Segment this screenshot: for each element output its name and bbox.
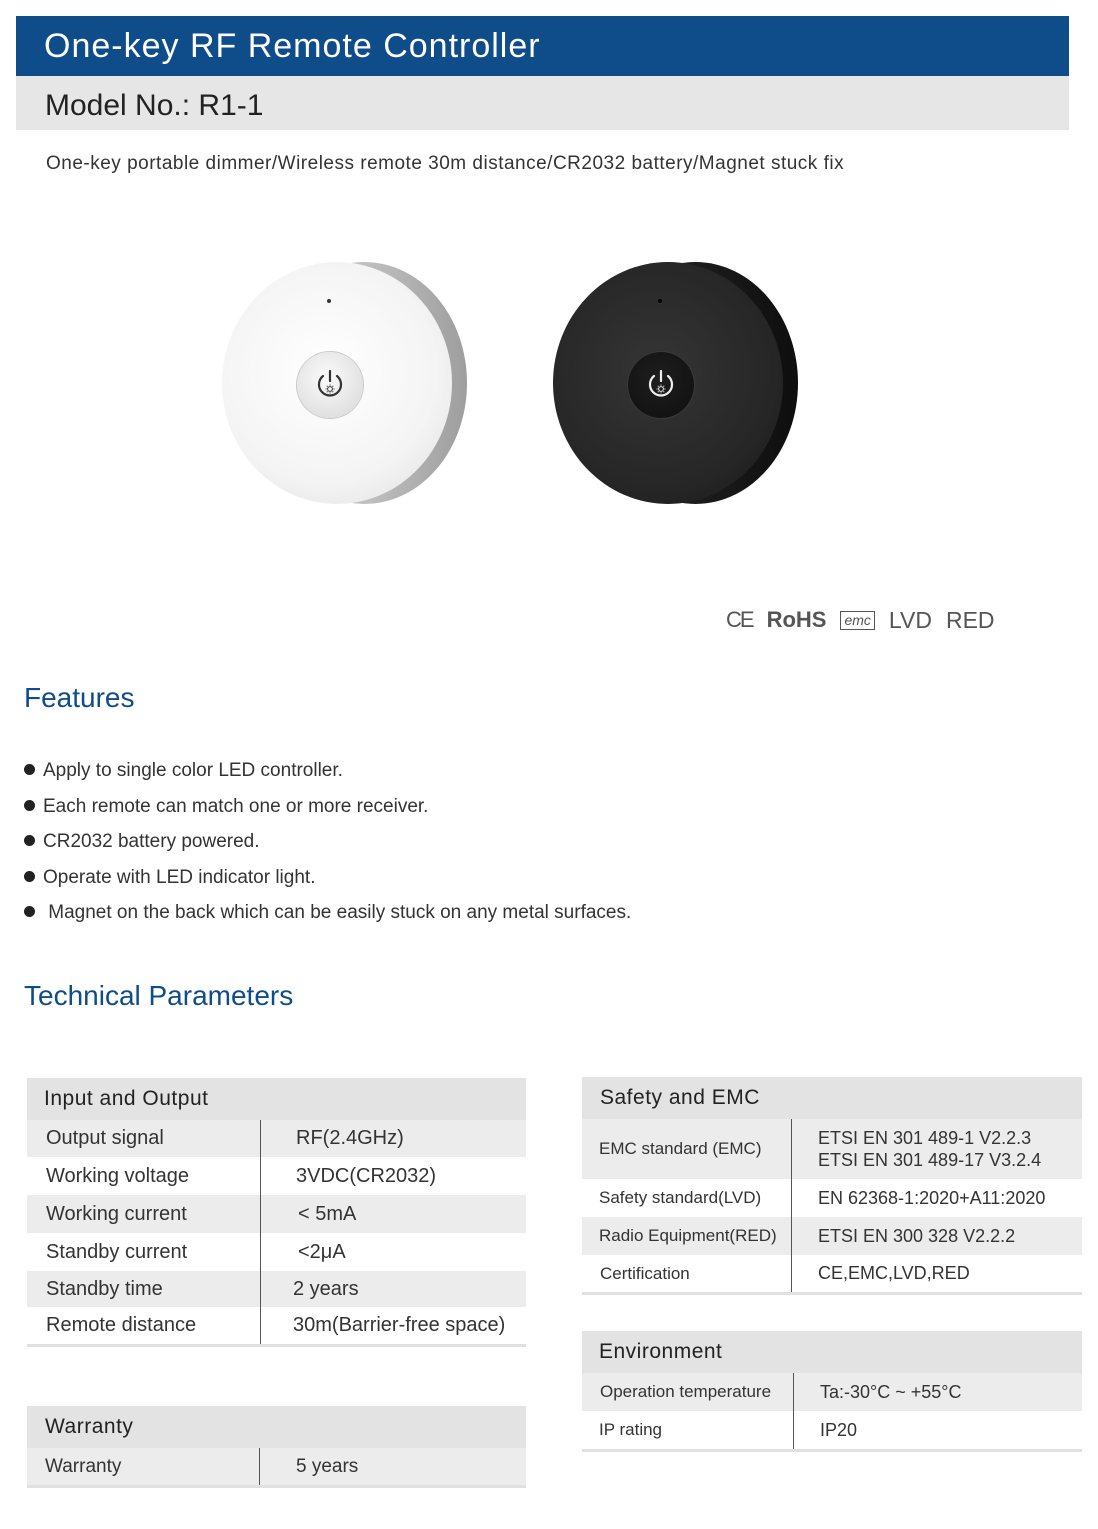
ce-logo: CE (726, 607, 753, 632)
table-row: Working current < 5mA (27, 1195, 526, 1233)
warranty-table (27, 1406, 526, 1488)
list-item: CR2032 battery powered. (24, 829, 631, 865)
technical-heading: Technical Parameters (24, 980, 294, 1011)
bullet-icon (24, 835, 35, 846)
remote-button (297, 352, 363, 418)
red-logo: RED (945, 606, 995, 633)
safety-emc-table (582, 1077, 1082, 1295)
certification-logos (726, 604, 1009, 636)
table-row: Radio Equipment(RED) ETSI EN 300 328 V2.2.2 (582, 1217, 1082, 1255)
table-title: Safety and EMC (582, 1077, 1082, 1119)
bullet-icon (24, 800, 35, 811)
list-item: Apply to single color LED controller. (24, 758, 631, 794)
table-row: Remote distance 30m(Barrier-free space) (27, 1307, 526, 1346)
remote-button (628, 352, 694, 418)
power-dimmer-icon (312, 367, 348, 403)
input-output-table (27, 1078, 526, 1347)
lvd-logo: LVD (888, 606, 932, 633)
table-row: Warranty 5 years (27, 1448, 526, 1487)
list-item: Operate with LED indicator light. (24, 865, 631, 901)
rohs-logo: RoHS (766, 607, 827, 632)
page-title: One-key RF Remote Controller (16, 16, 1069, 76)
product-image-black-remote (553, 262, 798, 504)
features-list (24, 758, 631, 936)
list-item: Each remote can match one or more receiver. (24, 794, 631, 830)
led-indicator (658, 299, 662, 303)
table-row: Certification CE,EMC,LVD,RED (582, 1255, 1082, 1294)
table-row: Standby current <2μA (27, 1233, 526, 1271)
bullet-icon (24, 906, 35, 917)
environment-table (582, 1331, 1082, 1452)
emc-logo: emc (840, 611, 874, 630)
power-dimmer-icon (643, 367, 679, 403)
table-row: IP rating IP20 (582, 1411, 1082, 1451)
bullet-icon (24, 871, 35, 882)
table-row: Working voltage 3VDC(CR2032) (27, 1157, 526, 1195)
table-title: Warranty (27, 1406, 526, 1448)
table-title: Environment (582, 1331, 1082, 1373)
bullet-icon (24, 764, 35, 775)
model-number: Model No.: R1-1 (16, 76, 1069, 130)
table-row: Standby time 2 years (27, 1271, 526, 1307)
product-image-white-remote (222, 262, 467, 504)
table-row: Operation temperature Ta:-30°C ~ +55°C (582, 1373, 1082, 1411)
list-item: Magnet on the back which can be easily stuck on any metal surfaces. (24, 900, 631, 936)
product-subtitle: One-key portable dimmer/Wireless remote 30m distance/CR2032 battery/Magnet stuck fix (46, 153, 845, 174)
table-row: EMC standard (EMC) ETSI EN 301 489-1 V2.2.3 ETSI EN 301 489-17 V3.2.4 (582, 1119, 1082, 1179)
table-row: Safety standard(LVD) EN 62368-1:2020+A11:2020 (582, 1179, 1082, 1217)
table-row: Output signal RF(2.4GHz) (27, 1120, 526, 1157)
led-indicator (327, 299, 331, 303)
features-heading: Features (24, 682, 135, 713)
table-title: Input and Output (27, 1078, 526, 1120)
